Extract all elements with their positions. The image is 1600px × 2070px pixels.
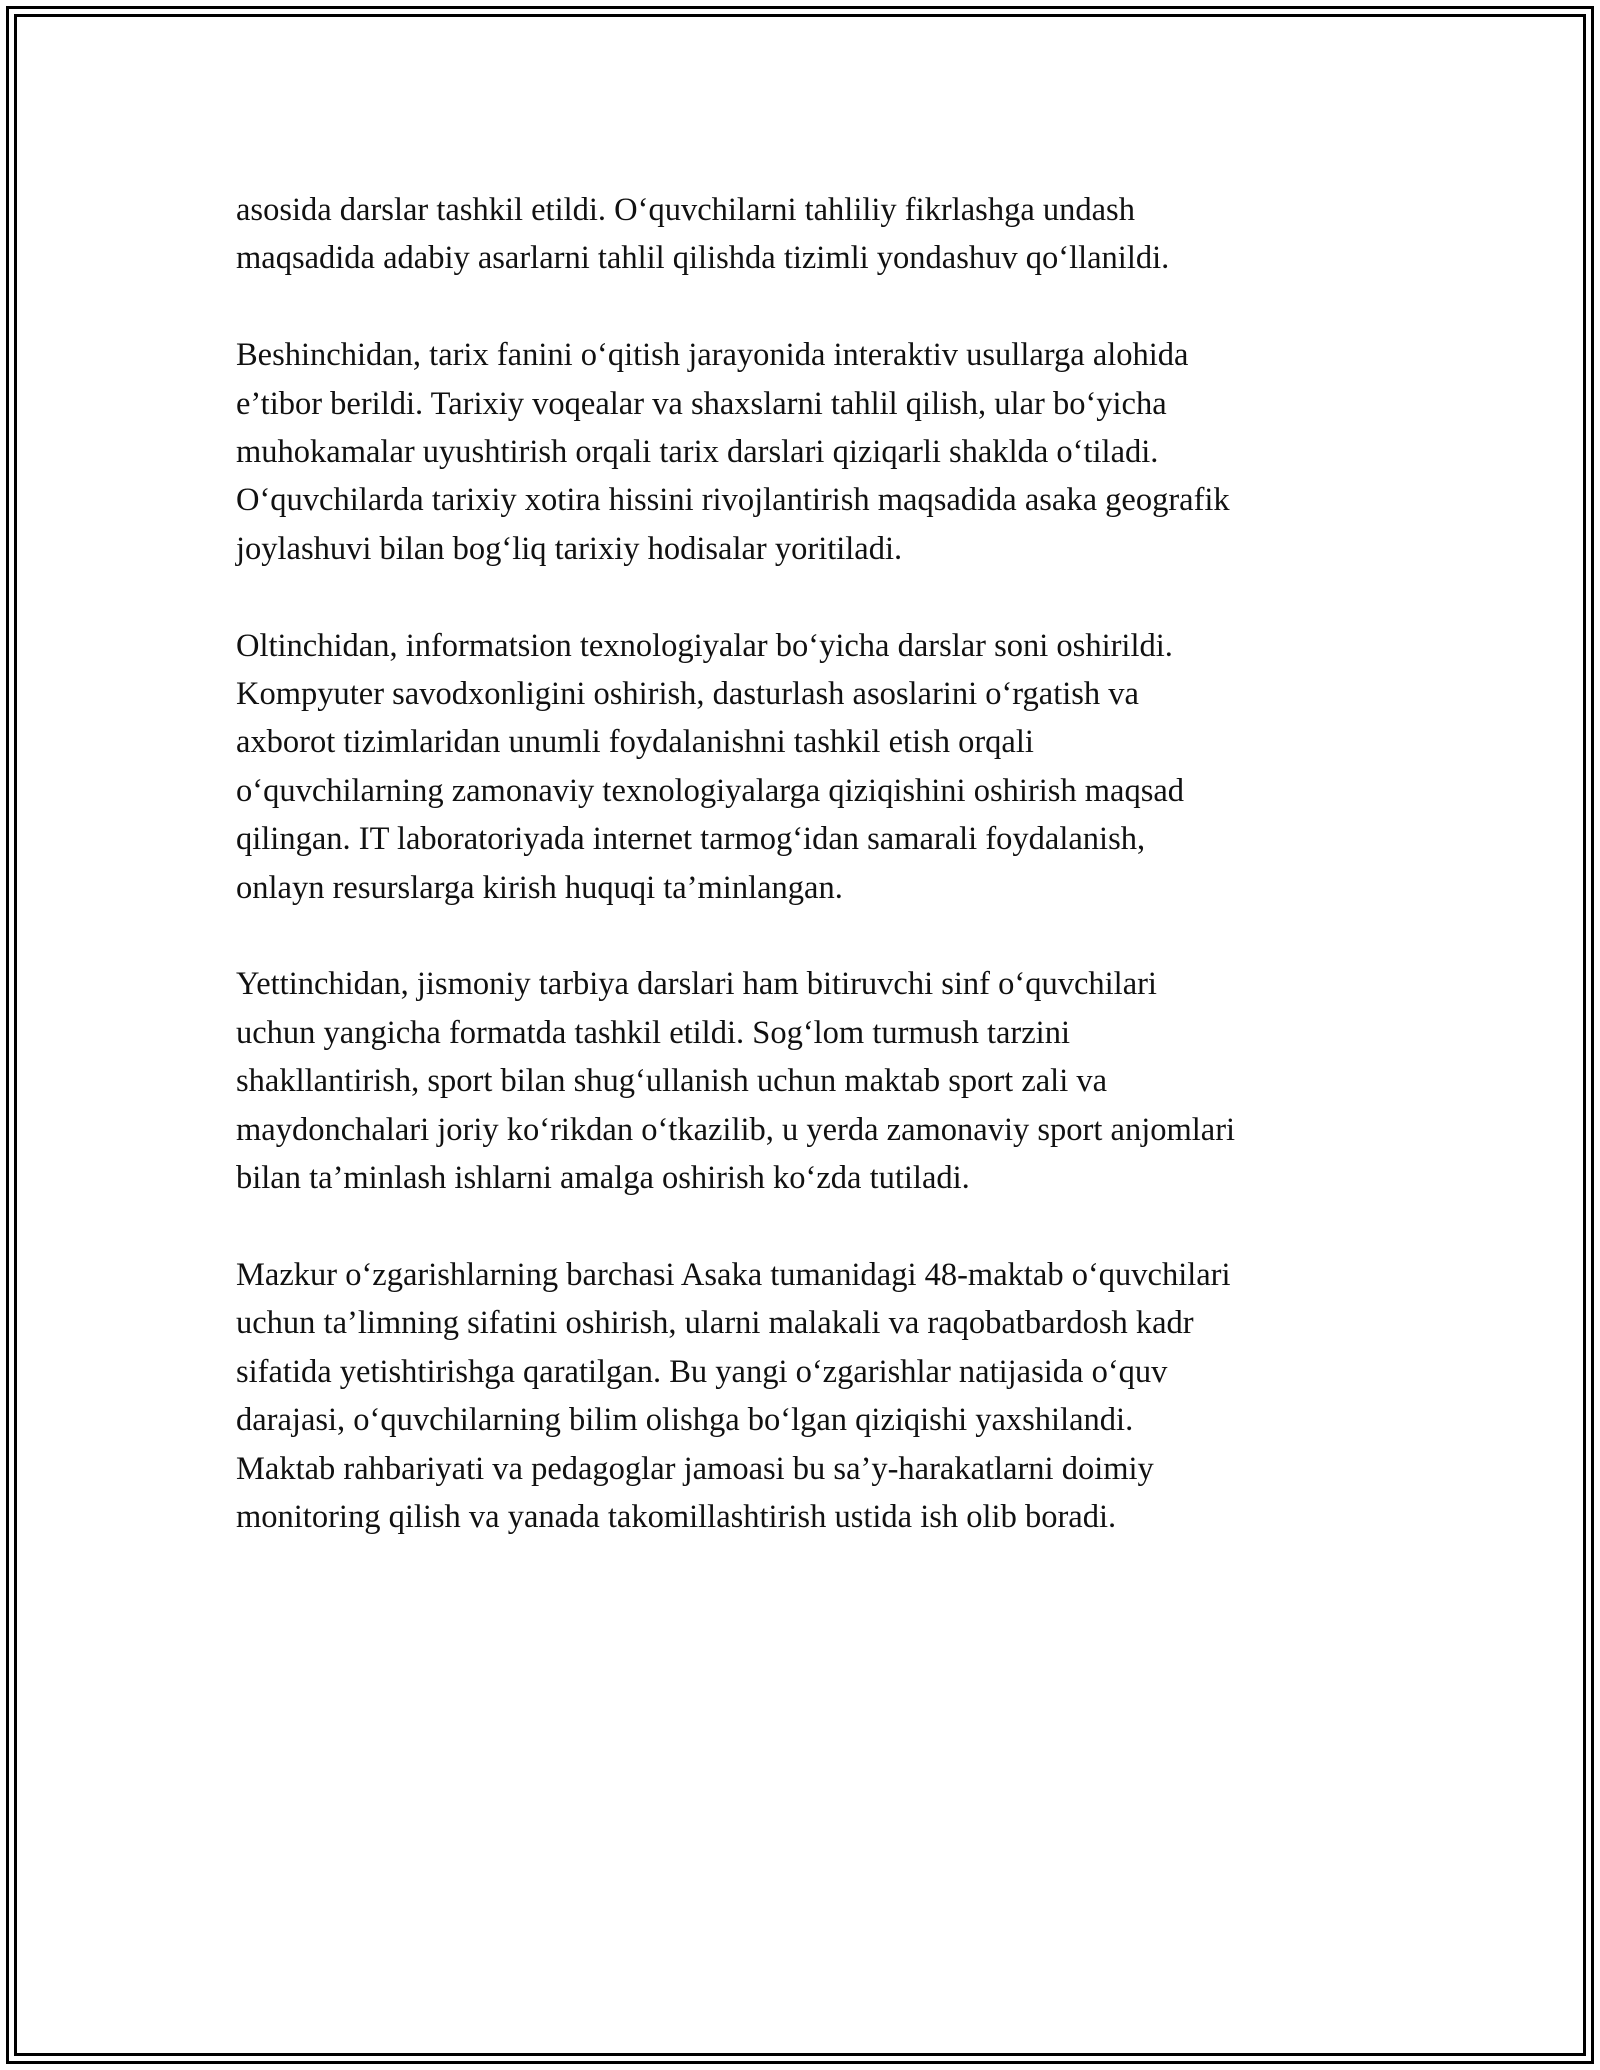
text-line: Mazkur o‘zgarishlarning barchasi Asaka tumanidagi 48-maktab o‘quvchilari — [236, 1256, 1231, 1293]
text-line: monitoring qilish va yanada takomillashtirish ustida ish olib boradi. — [236, 1498, 1117, 1535]
text-line: Kompyuter savodxonligini oshirish, dasturlash asoslarini o‘rgatish va — [236, 676, 1139, 713]
text-line: o‘quvchilarning zamonaviy texnologiyalarga qiziqishini oshirish maqsad — [236, 772, 1185, 809]
text-line: darajasi, o‘quvchilarning bilim olishga bo‘lgan qiziqishi yaxshilandi. — [236, 1402, 1134, 1439]
text-line: axborot tizimlaridan unumli foydalanishni tashkil etish orqali — [236, 724, 1034, 761]
paragraph-4 — [236, 960, 1386, 1202]
paragraph-1 — [236, 186, 1386, 283]
text-line: shakllantirish, sport bilan shug‘ullanish uchun maktab sport zali va — [236, 1063, 1108, 1100]
text-line: maydonchalari joriy ko‘rikdan o‘tkazilib, u yerda zamonaviy sport anjomlari — [236, 1111, 1236, 1148]
text-line: onlayn resurslarga kirish huquqi ta’minlangan. — [236, 869, 843, 906]
text-line: O‘quvchilarda tarixiy xotira hissini rivojlantirish maqsadida asaka geografik — [236, 482, 1230, 519]
text-line: muhokamalar uyushtirish orqali tarix darslari qiziqarli shaklda o‘tiladi. — [236, 434, 1159, 471]
text-line: Beshinchidan, tarix fanini o‘qitish jarayonida interaktiv usullarga alohida — [236, 337, 1189, 374]
text-line: Oltinchidan, informatsion texnologiyalar bo‘yicha darslar soni oshirildi. — [236, 627, 1173, 664]
text-line: bilan ta’minlash ishlarni amalga oshirish ko‘zda tutiladi. — [236, 1160, 970, 1197]
paragraph-2 — [236, 331, 1386, 573]
paragraph-3 — [236, 622, 1386, 912]
text-line: joylashuvi bilan bog‘liq tarixiy hodisalar yoritiladi. — [236, 530, 903, 567]
text-line: uchun ta’limning sifatini oshirish, ularni malakali va raqobatbardosh kadr — [236, 1305, 1194, 1342]
document-body — [236, 186, 1386, 1590]
text-line: Maktab rahbariyati va pedagoglar jamoasi bu sa’y-harakatlarni doimiy — [236, 1450, 1154, 1487]
text-line: asosida darslar tashkil etildi. O‘quvchilarni tahliliy fikrlashga undash — [236, 192, 1135, 228]
text-line: uchun yangicha formatda tashkil etildi. Sog‘lom turmush tarzini — [236, 1014, 1070, 1051]
text-line: e’tibor berildi. Tarixiy voqealar va shaxslarni tahlil qilish, ular bo‘yicha — [236, 385, 1167, 422]
paragraph-5 — [236, 1251, 1386, 1541]
text-line: sifatida yetishtirishga qaratilgan. Bu yangi o‘zgarishlar natijasida o‘quv — [236, 1353, 1168, 1390]
text-line: qilingan. IT laboratoriyada internet tarmog‘idan samarali foydalanish, — [236, 821, 1146, 858]
text-line: Yettinchidan, jismoniy tarbiya darslari ham bitiruvchi sinf o‘quvchilari — [236, 966, 1157, 1003]
text-line: maqsadida adabiy asarlarni tahlil qilishda tizimli yondashuv qo‘llanildi. — [236, 240, 1170, 277]
